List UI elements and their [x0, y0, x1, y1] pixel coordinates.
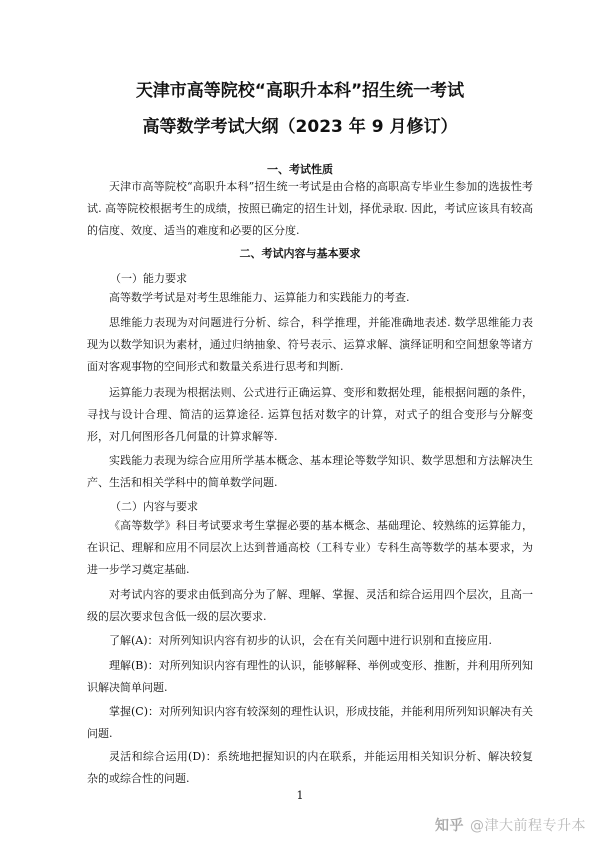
section1-paragraph: 天津市高等院校“高职升本科”招生统一考试是由合格的高职高专毕业生参加的选拔性考试. 高等院校根据考生的成绩，按照已确定的招生计划，择优录取. 因此，考试应该具有较高的信度、效度、适当的难度和必要的区分度. — [87, 180, 533, 237]
content-paragraph-1: 《高等数学》科目考试要求考生掌握必要的基本概念、基础理论、较熟练的运算能力，在识记、理解和应用不同层次上达到普通高校（工科专业）专科生高等数学的基本要求，为进一步学习奠定基础. — [87, 519, 533, 576]
content-paragraph-2: 对考试内容的要求由低到高分为了解、理解、掌握、灵活和综合运用四个层次，且高一级的层次要求包含低一级的层次要求. — [87, 588, 533, 623]
section2-heading: 二、考试内容与基本要求 — [239, 247, 361, 260]
document-subtitle: 高等数学考试大纲（2023 年 9 月修订） — [142, 117, 458, 137]
section1-heading: 一、考试性质 — [267, 163, 333, 176]
level-d-paragraph: 灵活和综合运用(D)：系统地把握知识的内在联系，并能运用相关知识分析、解决较复杂的或综合性的问题. — [87, 750, 533, 785]
watermark-author: @津大前程专升本 — [470, 818, 586, 834]
zhihu-logo: 知乎 — [435, 818, 464, 834]
level-b-paragraph: 理解(B)：对所列知识内容有理性的认识，能够解释、举例或变形、推断，并利用所列知识解决简单问题. — [87, 659, 533, 694]
computing-ability-paragraph: 运算能力表现为根据法则、公式进行正确运算、变形和数据处理，能根据问题的条件，寻找与设计合理、简洁的运算途径. 运算包括对数字的计算，对式子的组合变形与分解变形，对几何图形各几何量的计算求解等. — [87, 386, 533, 443]
page-number: 1 — [296, 789, 304, 802]
subsection2-heading: （二）内容与要求 — [110, 500, 198, 513]
thinking-ability-paragraph: 思维能力表现为对问题进行分析、综合，科学推理，并能准确地表述. 数学思维能力表现为以数学知识为素材，通过归纳抽象、符号表示、运算求解、演绎证明和空间想象等诸方面对客观事物的空间形式和数量关系进行思考和判断. — [87, 316, 533, 373]
subsection1-heading: （一）能力要求 — [110, 272, 187, 285]
watermark — [435, 815, 586, 835]
level-a-paragraph: 了解(A)：对所列知识内容有初步的认识，会在有关问题中进行识别和直接应用. — [109, 634, 493, 647]
level-c-paragraph: 掌握(C)：对所列知识内容有较深刻的理性认识，形成技能，并能利用所列知识解决有关问题. — [87, 705, 533, 740]
document-title: 天津市高等院校“高职升本科”招生统一考试 — [135, 81, 465, 101]
practice-ability-paragraph: 实践能力表现为综合应用所学基本概念、基本理论等数学知识、数学思想和方法解决生产、生活和相关学科中的简单数学问题. — [87, 454, 533, 489]
ability-intro-paragraph: 高等数学考试是对考生思维能力、运算能力和实践能力的考查. — [109, 291, 410, 304]
